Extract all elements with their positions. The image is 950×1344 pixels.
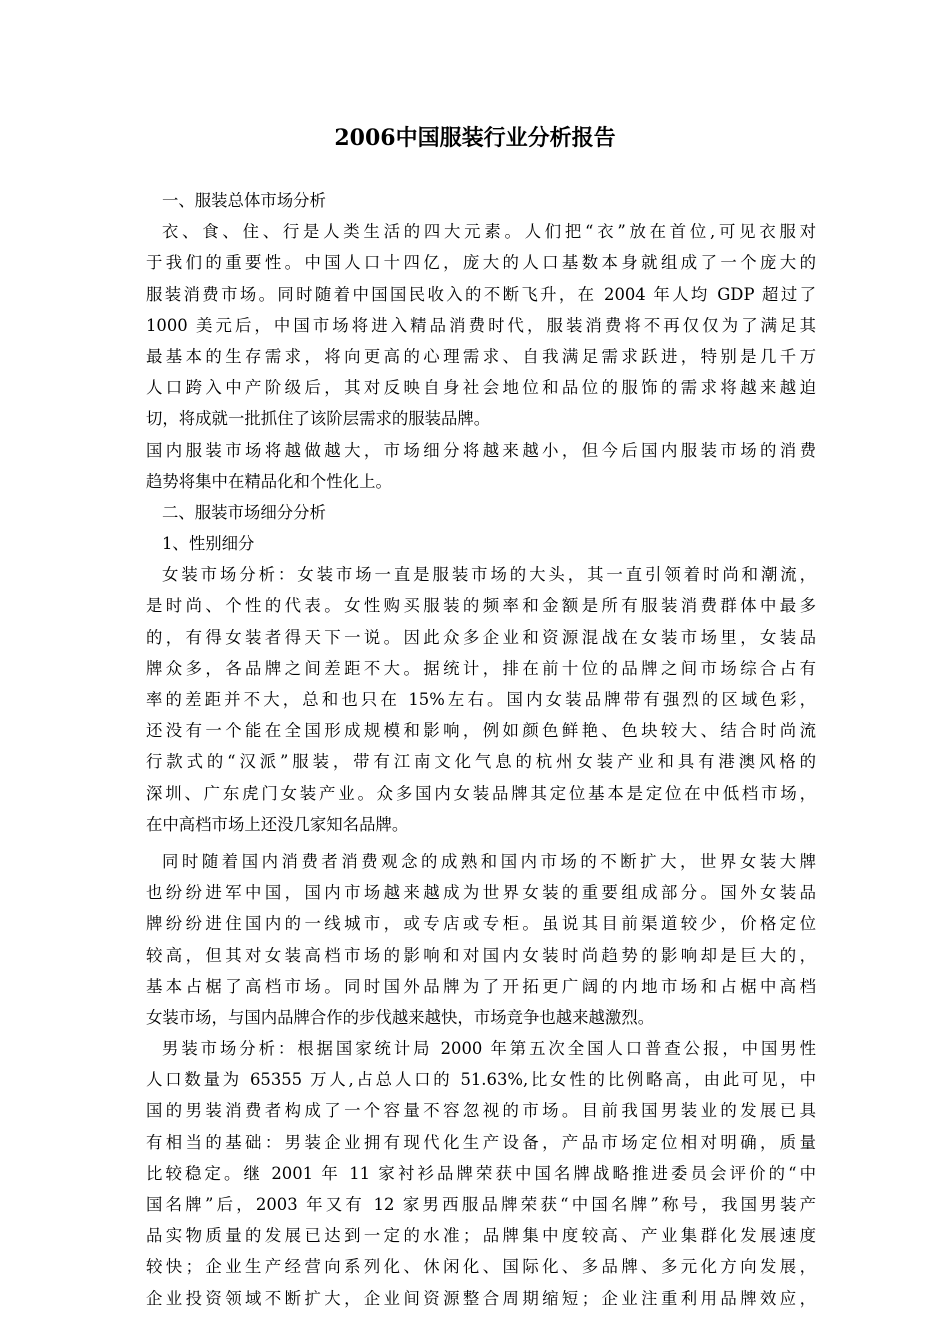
paragraph-line: 女装市场分析：女装市场一直是服装市场的大头，其一直引领着时尚和潮流， [162, 565, 816, 585]
paragraph-line: 在中高档市场上还没几家知名品牌。 [146, 814, 409, 834]
paragraph-line: 比较稳定。继 2001 年 11 家衬衫品牌荣获中国名牌战略推进委员会评价的“中 [146, 1163, 816, 1183]
paragraph-line: 男装市场分析：根据国家统计局 2000 年第五次全国人口普查公报，中国男性 [162, 1039, 816, 1059]
paragraph-line: 国内服装市场将越做越大，市场细分将越来越小，但今后国内服装市场的消费 [146, 440, 816, 460]
paragraph-line: 还没有一个能在全国形成规模和影响，例如颜色鲜艳、色块较大、结合时尚流 [146, 721, 816, 741]
paragraph-line: 衣、食、住、行是人类生活的四大元素。人们把“衣”放在首位,可见衣服对 [162, 222, 816, 242]
paragraph-line: 趋势将集中在精品化和个性化上。 [146, 471, 392, 491]
paragraph-line: 国的男装消费者构成了一个容量不容忽视的市场。目前我国男装业的发展已具 [146, 1101, 816, 1121]
paragraph-line: 率的差距并不大，总和也只在 15%左右。国内女装品牌带有强烈的区域色彩， [146, 690, 816, 709]
paragraph-line: 人口数量为 65355 万人,占总人口的 51.63%,比女性的比例略高，由此可见，中 [146, 1070, 816, 1090]
paragraph-line: 于我们的重要性。中国人口十四亿，庞大的人口基数本身就组成了一个庞大的 [146, 253, 816, 273]
paragraph-line: 也纷纷进军中国，国内市场越来越成为世界女装的重要组成部分。国外女装品 [146, 883, 816, 903]
section-heading: 一、服装总体市场分析 [162, 191, 326, 210]
paragraph-line: 较快；企业生产经营向系列化、休闲化、国际化、多品牌、多元化方向发展， [146, 1257, 816, 1277]
paragraph-line: 牌纷纷进住国内的一线城市，或专店或专柜。虽说其目前渠道较少，价格定位 [146, 914, 816, 934]
subsection-heading: 1、性别细分 [162, 534, 255, 554]
document-body [146, 185, 816, 1314]
paragraph-line: 深圳、广东虎门女装产业。众多国内女装品牌其定位基本是定位在中低档市场， [146, 783, 816, 803]
paragraph-line: 服装消费市场。同时随着中国国民收入的不断飞升，在 2004 年人均 GDP 超过了 [146, 284, 816, 304]
paragraph-line: 是时尚、个性的代表。女性购买服装的频率和金额是所有服装消费群体中最多 [146, 596, 816, 616]
paragraph-line: 较高，但其对女装高档市场的影响和对国内女装时尚趋势的影响却是巨大的， [146, 945, 816, 965]
paragraph-line: 同时随着国内消费者消费观念的成熟和国内市场的不断扩大，世界女装大牌 [162, 851, 816, 871]
section-heading: 二、服装市场细分分析 [162, 502, 326, 522]
paragraph-line: 最基本的生存需求，将向更高的心理需求、自我满足需求跃进，特别是几千万 [146, 346, 816, 366]
paragraph-line: 人口跨入中产阶级后，其对反映自身社会地位和品位的服饰的需求将越来越迫 [146, 378, 816, 398]
paragraph-line: 基本占椐了高档市场。同时国外品牌为了开拓更广阔的内地市场和占椐中高档 [146, 976, 816, 996]
paragraph-line: 的，有得女装者得天下一说。因此众多企业和资源混战在女装市场里，女装品 [146, 627, 816, 647]
paragraph-line: 女装市场，与国内品牌合作的步伐越来越快，市场竞争也越来越激烈。 [146, 1007, 655, 1027]
paragraph-line: 切，将成就一批抓住了该阶层需求的服装品牌。 [146, 409, 491, 429]
paragraph-line: 牌众多，各品牌之间差距不大。据统计，排在前十位的品牌之间市场综合占有 [146, 658, 816, 678]
paragraph-line: 有相当的基础：男装企业拥有现代化生产设备，产品市场定位相对明确，质量 [146, 1132, 816, 1152]
paragraph-line: 品实物质量的发展已达到一定的水准；品牌集中度较高、产业集群化发展速度 [146, 1226, 816, 1246]
paragraph-line: 国名牌”后，2003 年又有 12 家男西服品牌荣获“中国名牌”称号，我国男装产 [146, 1195, 816, 1214]
paragraph-line: 企业投资领域不断扩大，企业间资源整合周期缩短；企业注重利用品牌效应， [146, 1288, 816, 1308]
paragraph-line: 行款式的“汉派”服装，带有江南文化气息的杭州女装产业和具有港澳风格的 [146, 752, 816, 772]
document-title: 2006中国服装行业分析报告 [334, 125, 616, 151]
paragraph-line: 1000 美元后，中国市场将进入精品消费时代，服装消费将不再仅仅为了满足其 [146, 315, 816, 335]
